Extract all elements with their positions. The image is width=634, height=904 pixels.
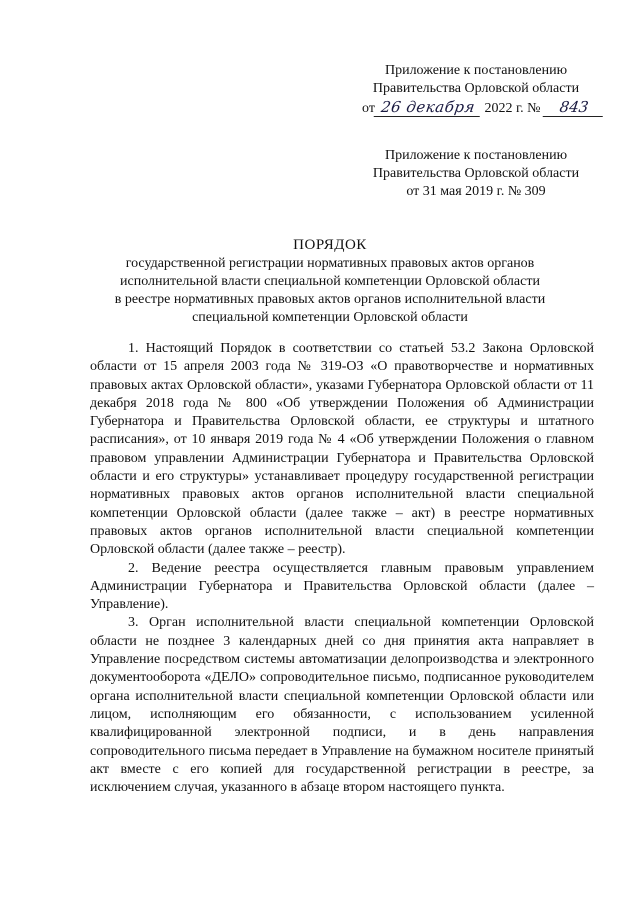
title-line-4: специальной компетенции Орловской области [192, 310, 468, 325]
title-line-1: государственной регистрации нормативных правовых актов органов [125, 256, 535, 271]
appendix-current [356, 62, 596, 118]
title-line-3: в реестре нормативных правовых актов органов исполнительной власти [114, 292, 546, 307]
appendix-current-date-row [356, 98, 596, 118]
paragraph-3: 3. Орган исполнительной власти специальной компетенции Орловской области не позднее 3 календарных дней со дня принятия акта направляет в Управление посредством системы автоматизации делопроизводства и электронного документооборота «ДЕЛО» сопроводительное письмо, подписанное руководителем органа исполнительной власти специальной компетенции Орловской области или лицом, исполняющим его обязанности, с использованием усиленной квалифицированной электронной подписи, и в день направления сопроводительного письма передает в Управление на бумажном носителе принятый акт вместе с его копией для государственной регистрации в реестре, за исключением случая, указанного в абзаце втором настоящего пункта. [90, 615, 594, 796]
appendix-current-line2: Правительства Орловской области [372, 81, 580, 96]
document-heading: ПОРЯДОК [293, 237, 367, 253]
appendix-previous-line3: от 31 мая 2019 г. № 309 [406, 184, 546, 199]
paragraph-1: 1. Настоящий Порядок в соответствии со статьей 53.2 Закона Орловской области от 15 апреля 2003 года № 319-ОЗ «О правотворчестве и нормативных правовых актах Орловской области», указами Губернатора Орловской области от 11 декабря 2018 года № 800 «Об утверждении Положения об Администрации Губернатора и Правительства Орловской области, ее структуры и штатного расписания», от 10 января 2019 года № 4 «Об утверждении Положения о главном правовом управлении Администрации Губернатора и Правительства Орловской области и его структуры» устанавливает процедуру государственной регистрации нормативных правовых актов органов исполнительной власти специальной компетенции Орловской области (далее также – акт) в реестре нормативных правовых актов органов исполнительной власти специальной компетенции Орловской области (далее также – реестр). [90, 341, 594, 558]
appendix-previous-line1: Приложение к постановлению [384, 148, 568, 163]
appendix-current-line1: Приложение к постановлению [384, 63, 568, 78]
paragraph-2: 2. Ведение реестра осуществляется главным правовым управлением Администрации Губернатора и Правительства Орловской области (далее – Управление). [90, 560, 594, 613]
appendix-previous-line2: Правительства Орловской области [372, 166, 580, 181]
handwritten-number: 843 [543, 98, 606, 117]
document-body [90, 340, 594, 797]
appendix-previous [356, 147, 596, 201]
date-prefix: от [362, 101, 375, 116]
title-line-2: исполнительной власти специальной компетенции Орловской области [120, 274, 540, 289]
document-title-block [60, 236, 600, 327]
handwritten-date: 26 декабря [374, 98, 483, 117]
year-text: 2022 г. № [484, 101, 541, 116]
